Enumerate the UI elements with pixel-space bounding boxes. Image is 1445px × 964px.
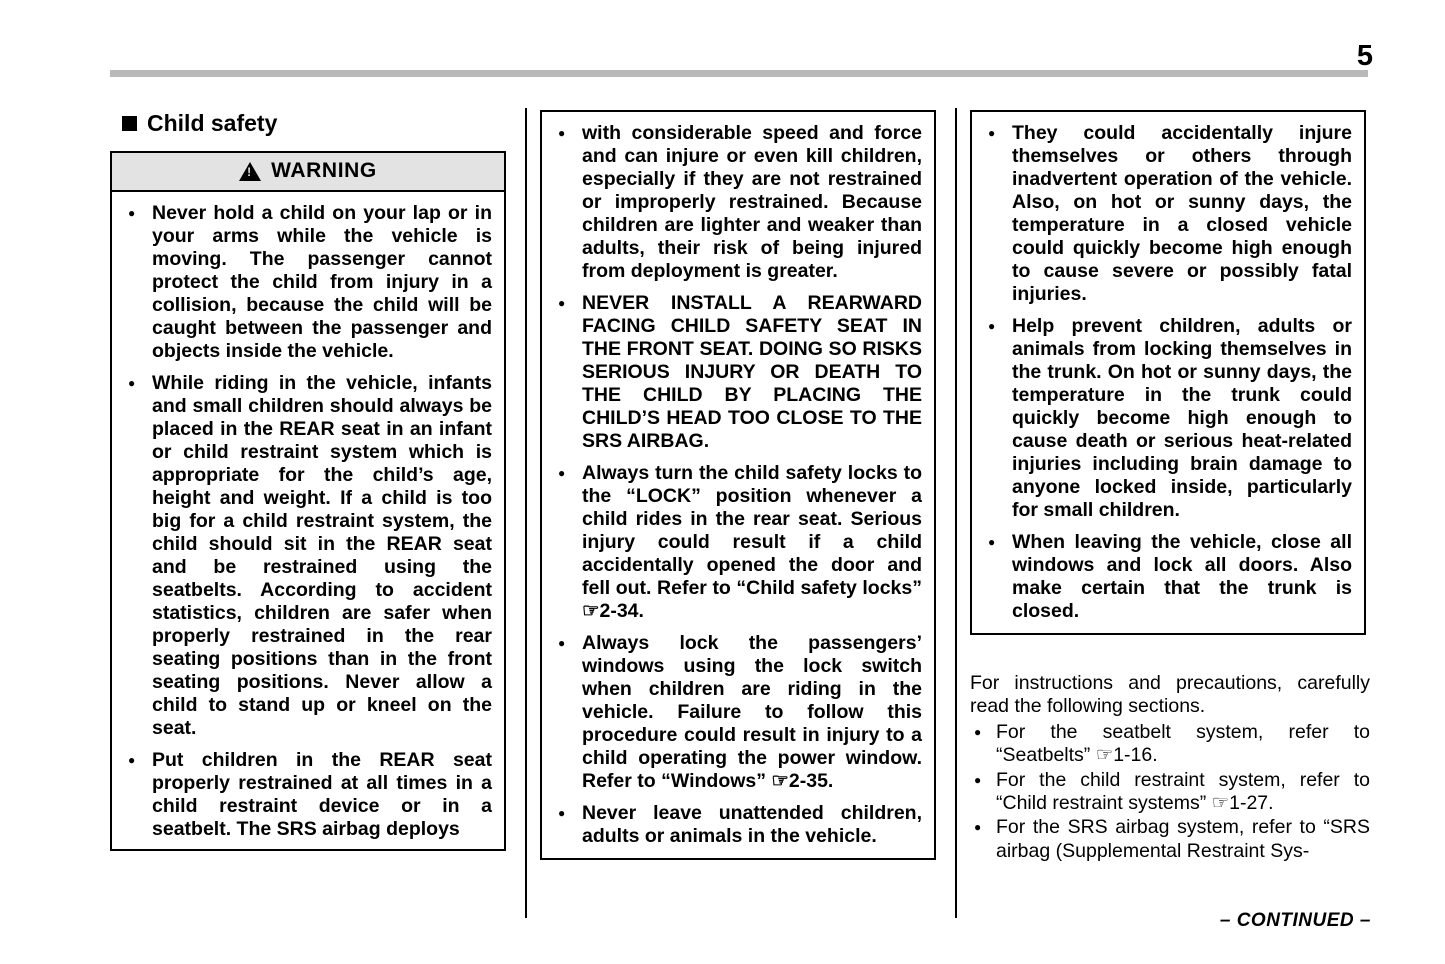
column-2 — [540, 110, 936, 860]
column-divider-1 — [525, 108, 527, 918]
list-item: ● Help prevent children, adults or animals from locking themselves in the trunk. On hot or sunny days, the temperature in the trunk could quickly become high enough to cause death or serious heat-related injuries including brain damage to anyone locked inside, particularly for small children. — [982, 315, 1352, 522]
section-heading-child-safety — [122, 110, 506, 137]
list-item: ● For the SRS airbag system, refer to “SRS airbag (Supplemental Restraint Sys- — [970, 816, 1370, 863]
warning-title-bar — [112, 153, 504, 192]
column-divider-2 — [955, 108, 957, 918]
warning-label: WARNING — [271, 159, 377, 182]
continuation-text: with considerable speed and force and can injure or even kill children, especially if they are not restrained or improperly restrained. Because children are lighter and weaker than adults, their risk of being injured from deployment is greater. — [582, 122, 922, 282]
list-item: ● For the seatbelt system, refer to “Seatbelts” ☞1-16. — [970, 721, 1370, 768]
list-item: ● Always lock the passengers’ windows using the lock switch when children are riding in the vehicle. Failure to follow this procedure could result in injury to a child operating the power window. Refer to “Windows” ☞2-35. — [552, 632, 922, 793]
warning-body-1 — [112, 192, 504, 849]
warning-bullet-list-3 — [982, 122, 1352, 623]
list-item: ● For the child restraint system, refer to “Child restraint systems” ☞1-27. — [970, 769, 1370, 816]
warning-triangle-icon — [239, 162, 261, 181]
list-item: ● Always turn the child safety locks to the “LOCK” position whenever a child rides in the rear seat. Serious injury could result if a child accidentally opened the door and fell out. Refer to “Child safety locks” ☞2-34. — [552, 462, 922, 623]
continued-label: – CONTINUED – — [1219, 910, 1371, 931]
footer-intro: For instructions and precautions, carefully read the following sections. — [970, 672, 1370, 718]
column-1 — [110, 110, 506, 851]
warning-bullet-list-2 — [552, 122, 922, 848]
continuation-paragraph — [982, 122, 1352, 306]
column-3 — [970, 110, 1366, 635]
warning-bullet-list-1 — [122, 202, 492, 841]
warning-box-2 — [540, 110, 936, 860]
section-heading-label: Child safety — [147, 110, 278, 136]
page-number: 5 — [1356, 40, 1373, 72]
header-rule — [110, 70, 1368, 77]
continuation-paragraph — [552, 122, 922, 283]
footer-reference-block — [970, 672, 1370, 864]
footer-reference-list — [970, 721, 1370, 863]
list-item: ● Put children in the REAR seat properly restrained at all times in a child restraint device or in a seatbelt. The SRS airbag deploys — [122, 749, 492, 841]
list-item: ● While riding in the vehicle, infants and small children should always be placed in the REAR seat in an infant or child restraint system which is appropriate for the child’s age, height and weight. If a child is too big for a child restraint system, the child should sit in the REAR seat and be restrained using the seatbelts. According to accident statistics, children are safer when properly restrained in the rear seating positions than in the front seating positions. Never allow a child to stand up or kneel on the seat. — [122, 372, 492, 740]
list-item: ● Never leave unattended children, adults or animals in the vehicle. — [552, 802, 922, 848]
list-item: ● When leaving the vehicle, close all windows and lock all doors. Also make certain that the trunk is closed. — [982, 531, 1352, 623]
continuation-text: They could accidentally injure themselves or others through inadvertent operation of the vehicle. Also, on hot or sunny days, the temperature in a closed vehicle could quickly become high enough to cause severe or possibly fatal injuries. — [1012, 122, 1352, 305]
warning-box-3 — [970, 110, 1366, 635]
list-item: ● NEVER INSTALL A REARWARD FACING CHILD SAFETY SEAT IN THE FRONT SEAT. DOING SO RISKS SERIOUS INJURY OR DEATH TO THE CHILD BY PLACING THE CHILD’S HEAD TOO CLOSE TO THE SRS AIRBAG. — [552, 292, 922, 453]
square-bullet-icon — [122, 116, 137, 131]
list-item: ● Never hold a child on your lap or in your arms while the vehicle is moving. The passenger cannot protect the child from injury in a collision, because the child will be caught between the passenger and objects inside the vehicle. — [122, 202, 492, 363]
warning-box-1 — [110, 151, 506, 851]
